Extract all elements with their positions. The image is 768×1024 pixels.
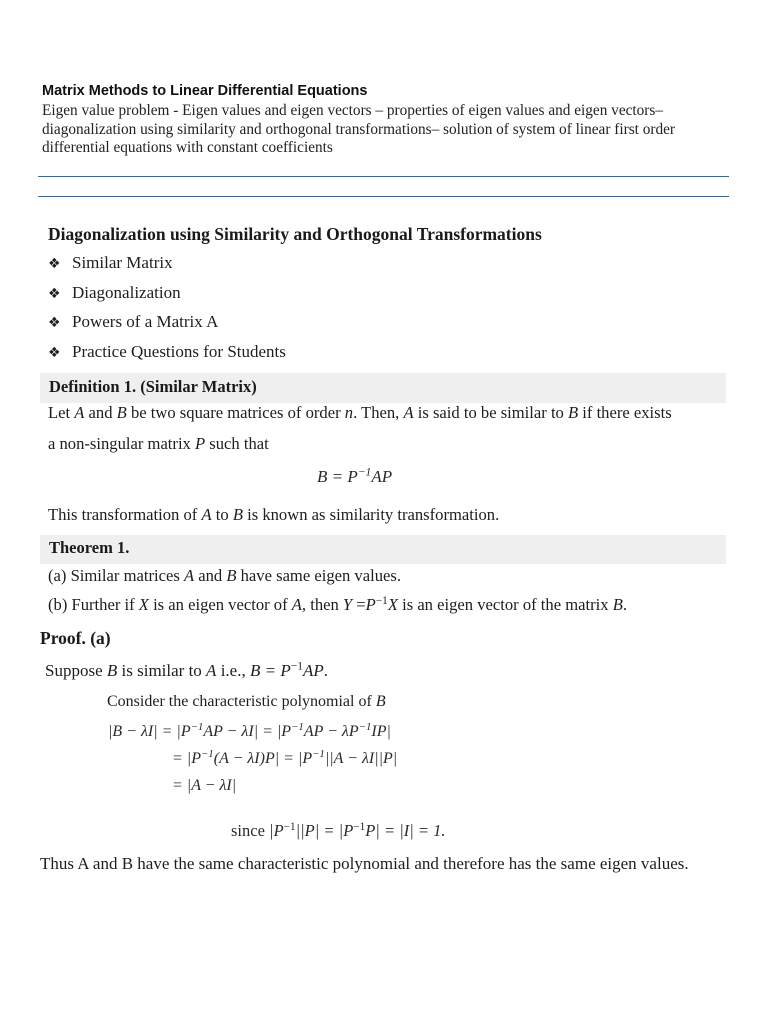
since-equation: since $|P^{-1}||P| = |P^{-1}P| = |I| = 1$.: [231, 820, 446, 840]
diamond-bullet-icon: ❖: [48, 256, 61, 272]
similarity-formula: $B = P^{-1}AP$: [317, 465, 393, 486]
equation-line: = |A − λI|: [172, 777, 237, 794]
theorem-heading-band: [40, 535, 726, 564]
diamond-bullet-icon: ❖: [48, 345, 61, 361]
diamond-bullet-icon: ❖: [48, 286, 61, 302]
divider-line: [38, 176, 729, 177]
theorem-statement-a: (a) Similar matrices A and B have same eigen values.: [48, 566, 401, 585]
conclusion-text: Thus A and B have the same characteristic polynomial and therefore has the same eigen values.: [40, 854, 689, 873]
topic-label: Similar Matrix: [72, 253, 173, 272]
section-heading: Diagonalization using Similarity and Orthogonal Transformations: [48, 224, 542, 244]
definition-line: This transformation of A to B is known as similarity transformation.: [48, 505, 500, 524]
divider-line: [38, 196, 729, 197]
syllabus-text: Eigen value problem - Eigen values and eigen vectors – properties of eigen values and eigen vectors– diagonalization using similarity and orthogonal transformations– solution of system of linear first order differential equations with constant coefficients: [42, 102, 675, 157]
theorem-statement-b: (b) Further if X is an eigen vector of A, then $Y =P^{-1}X$ is an eigen vector of the matrix B.: [48, 594, 627, 614]
topic-label: Practice Questions for Students: [72, 342, 286, 361]
proof-line: Suppose B is similar to A i.e., $B = P^{-1}AP$.: [45, 659, 329, 680]
unit-title: Matrix Methods to Linear Differential Equations: [42, 83, 368, 99]
proof-title: Proof. (a): [40, 628, 111, 648]
diamond-bullet-icon: ❖: [48, 315, 61, 331]
topic-list-item: [48, 253, 173, 273]
equation-line: $|B - \lambda I| = |P^{-1}AP - \lambda I| = |P^{-1}AP - \lambda P^{-1}IP|$: [108, 721, 391, 740]
definition-line: Let A and B be two square matrices of order n. Then, A is said to be similar to B if there exists: [48, 403, 672, 422]
theorem-title: Theorem 1.: [49, 538, 130, 557]
topic-label: Diagonalization: [72, 283, 181, 302]
equation-line: = $|P^{-1}(A - \lambda I)P| = |P^{-1}||A - \lambda I||P|$: [172, 748, 398, 767]
definition-title: Definition 1. (Similar Matrix): [49, 377, 257, 396]
topic-list-item: [48, 342, 286, 362]
proof-line: Consider the characteristic polynomial of B: [107, 693, 386, 710]
topic-list-item: [48, 312, 218, 332]
definition-line: a non-singular matrix P such that: [48, 434, 269, 453]
topic-label: Powers of a Matrix A: [72, 312, 219, 331]
topic-list-item: [48, 283, 181, 303]
